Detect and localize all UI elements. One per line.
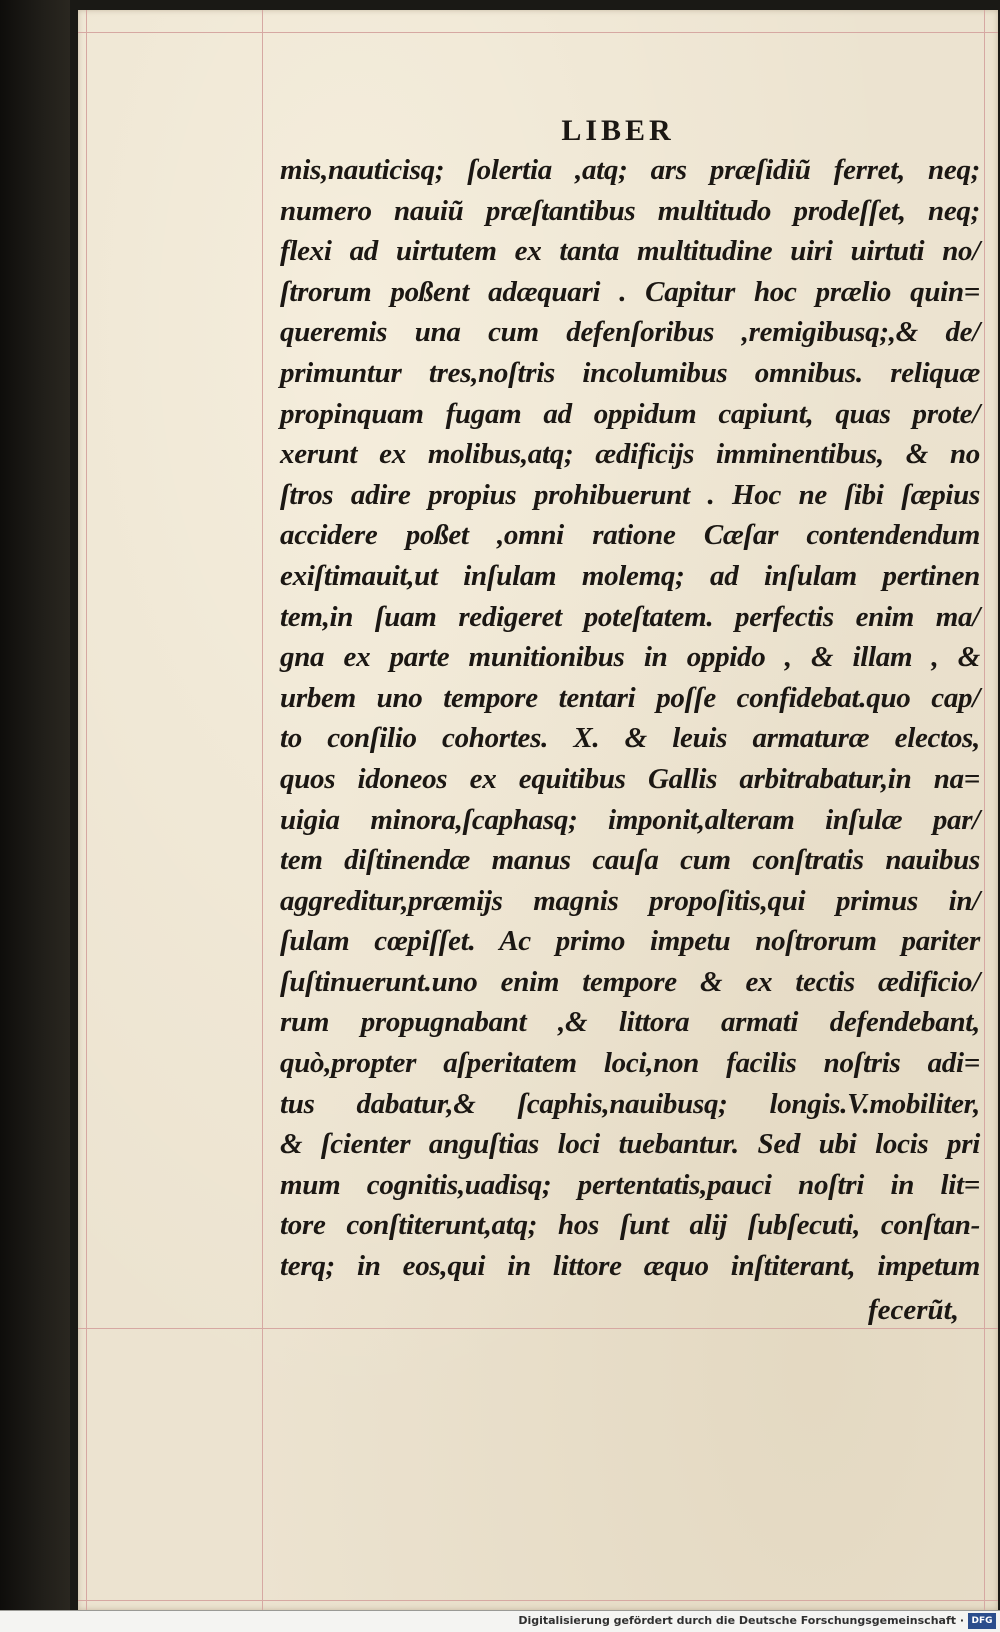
- text-line: urbem uno tempore tentari poſſe confidebat.quo cap/: [280, 681, 980, 714]
- text-line: tore conſtiterunt,atq; hos ſunt alij ſubſecuti, conſtan-: [280, 1209, 980, 1242]
- text-line: rum propugnabant ,& littora armati defendebant,: [280, 1006, 980, 1039]
- text-line: tem,in ſuam redigeret poteſtatem. perfectis enim ma/: [280, 600, 980, 633]
- text-line: queremis una cum defenſoribus ,remigibusq;,& de/: [280, 316, 980, 349]
- margin-rule: [984, 10, 985, 1610]
- text-line: mis,nauticisq; ſolertia ,atq; ars præſidiũ ferret, neq;: [280, 154, 980, 186]
- margin-rule: [86, 10, 87, 1610]
- text-line: xerunt ex molibus,atq; ædificijs imminentibus, & no: [280, 438, 980, 471]
- text-line: & ſcienter anguſtias loci tuebantur. Sed ubi locis pri: [280, 1128, 980, 1161]
- footer-bar: [0, 1610, 1000, 1632]
- margin-rule: [78, 1328, 998, 1329]
- text-line: mum cognitis,uadisq; pertentatis,pauci noſtri in lit=: [280, 1168, 980, 1201]
- text-line: gna ex parte munitionibus in oppido , & illam , &: [280, 641, 980, 674]
- text-line: propinquam fugam ad oppidum capiunt, quas prote/: [280, 397, 980, 430]
- text-line: flexi ad uirtutem ex tanta multitudine uiri uirtuti no/: [280, 235, 980, 268]
- text-line: to conſilio cohortes. X. & leuis armaturæ electos,: [280, 722, 980, 755]
- dfg-credit: Digitalisierung gefördert durch die Deutsche Forschungsgemeinschaft ·: [518, 1614, 964, 1627]
- text-line: terq; in eos,qui in littore æquo inſtiterant, impetum: [280, 1250, 980, 1283]
- text-line: aggreditur,præmijs magnis propoſitis,qui primus in/: [280, 884, 980, 917]
- text-line: ſulam cœpiſſet. Ac primo impetu noſtrorum pariter: [280, 925, 980, 958]
- dfg-logo-icon: DFG: [968, 1613, 996, 1629]
- catchword: fecerũt,: [868, 1294, 959, 1326]
- running-head: LIBER: [561, 114, 675, 147]
- text-line: quos idoneos ex equitibus Gallis arbitrabatur,in na=: [280, 762, 980, 795]
- text-line: uigia minora,ſcaphasq; imponit,alteram inſulæ par/: [280, 803, 980, 836]
- text-line: accidere poßet ,omni ratione Cæſar contendendum: [280, 519, 980, 552]
- text-line: ſtros adire propius prohibuerunt . Hoc ne ſibi ſæpius: [280, 478, 980, 511]
- text-block: [280, 150, 980, 1287]
- margin-rule: [78, 1600, 998, 1601]
- text-line: ſtrorum poßent adæquari . Capitur hoc prælio quin=: [280, 275, 980, 308]
- text-line: tem diſtinendæ manus cauſa cum conſtratis nauibus: [280, 844, 980, 877]
- text-line: primuntur tres,noſtris incolumibus omnibus. reliquæ: [280, 356, 980, 389]
- margin-rule: [78, 32, 998, 33]
- text-line: tus dabatur,& ſcaphis,nauibusq; longis.V.mobiliter,: [280, 1087, 980, 1120]
- margin-rule: [262, 10, 263, 1610]
- book-spine-edge: [0, 0, 70, 1610]
- book-page: [78, 10, 998, 1610]
- text-line: ſuſtinuerunt.uno enim tempore & ex tectis ædificio/: [280, 965, 980, 998]
- text-line: exiſtimauit,ut inſulam molemq; ad inſulam pertinen: [280, 559, 980, 592]
- text-line: numero nauiũ præſtantibus multitudo prodeſſet, neq;: [280, 194, 980, 227]
- text-line: quò,propter aſperitatem loci,non facilis noſtris adi=: [280, 1047, 980, 1080]
